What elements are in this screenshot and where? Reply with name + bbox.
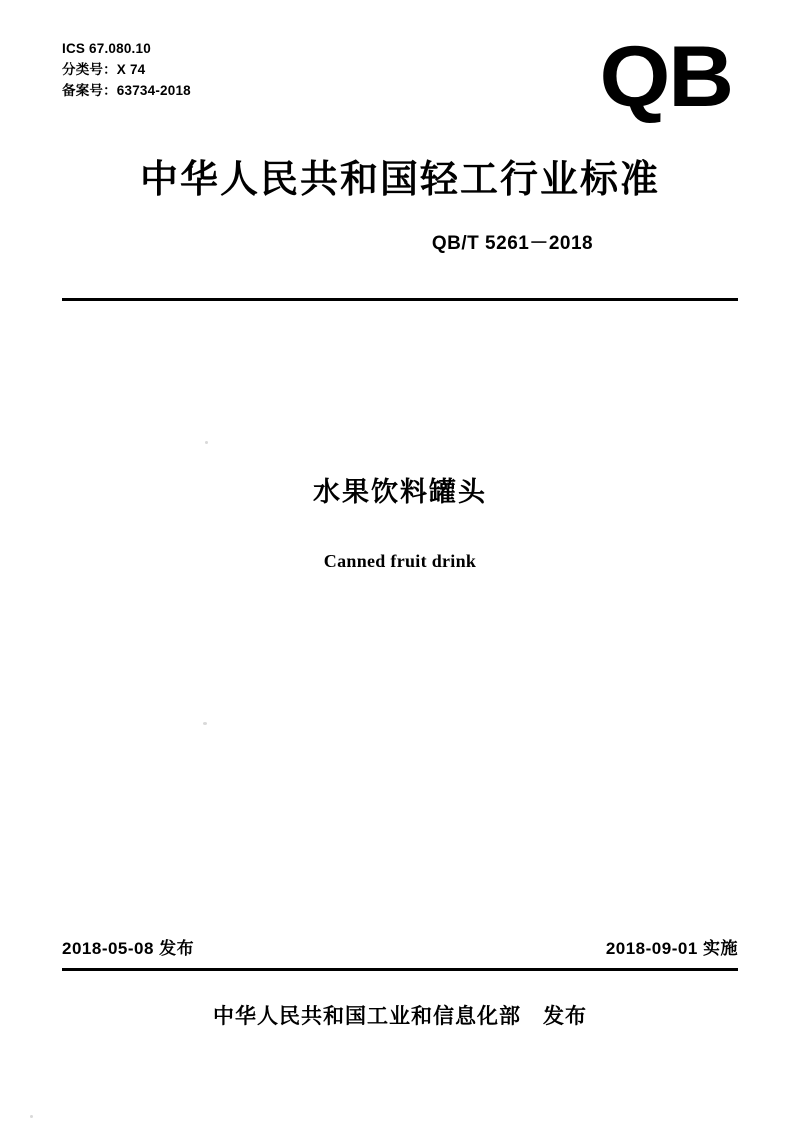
ics-info-block — [62, 38, 191, 101]
date-row — [62, 934, 738, 959]
qb-logo: QB — [599, 29, 732, 125]
record-number: 备案号：63734-2018 — [62, 83, 191, 98]
classification-code: 分类号：X 74 — [62, 62, 146, 77]
scan-speckle — [205, 441, 208, 444]
issue-date: 2018-05-08 发布 — [62, 939, 195, 958]
page-title: 中华人民共和国轻工行业标准 — [139, 159, 660, 201]
implementation-date: 2018-09-01 实施 — [605, 939, 738, 958]
footer-divider — [62, 968, 738, 971]
publisher-line — [0, 1000, 800, 1030]
document-title-chinese: 水果饮料罐头 — [313, 477, 487, 507]
ics-code: ICS 67.080.10 — [62, 41, 151, 56]
standard-number: QB/T 5261－2018 — [431, 233, 594, 254]
document-title-english: Canned fruit drink — [323, 551, 477, 571]
publisher-action: 发布 — [543, 1005, 587, 1028]
scan-speckle — [203, 722, 207, 725]
cover-header — [62, 29, 738, 148]
header-divider — [62, 298, 738, 301]
publisher-name: 中华人民共和国工业和信息化部 — [213, 1005, 521, 1028]
scan-speckle — [30, 1115, 33, 1118]
